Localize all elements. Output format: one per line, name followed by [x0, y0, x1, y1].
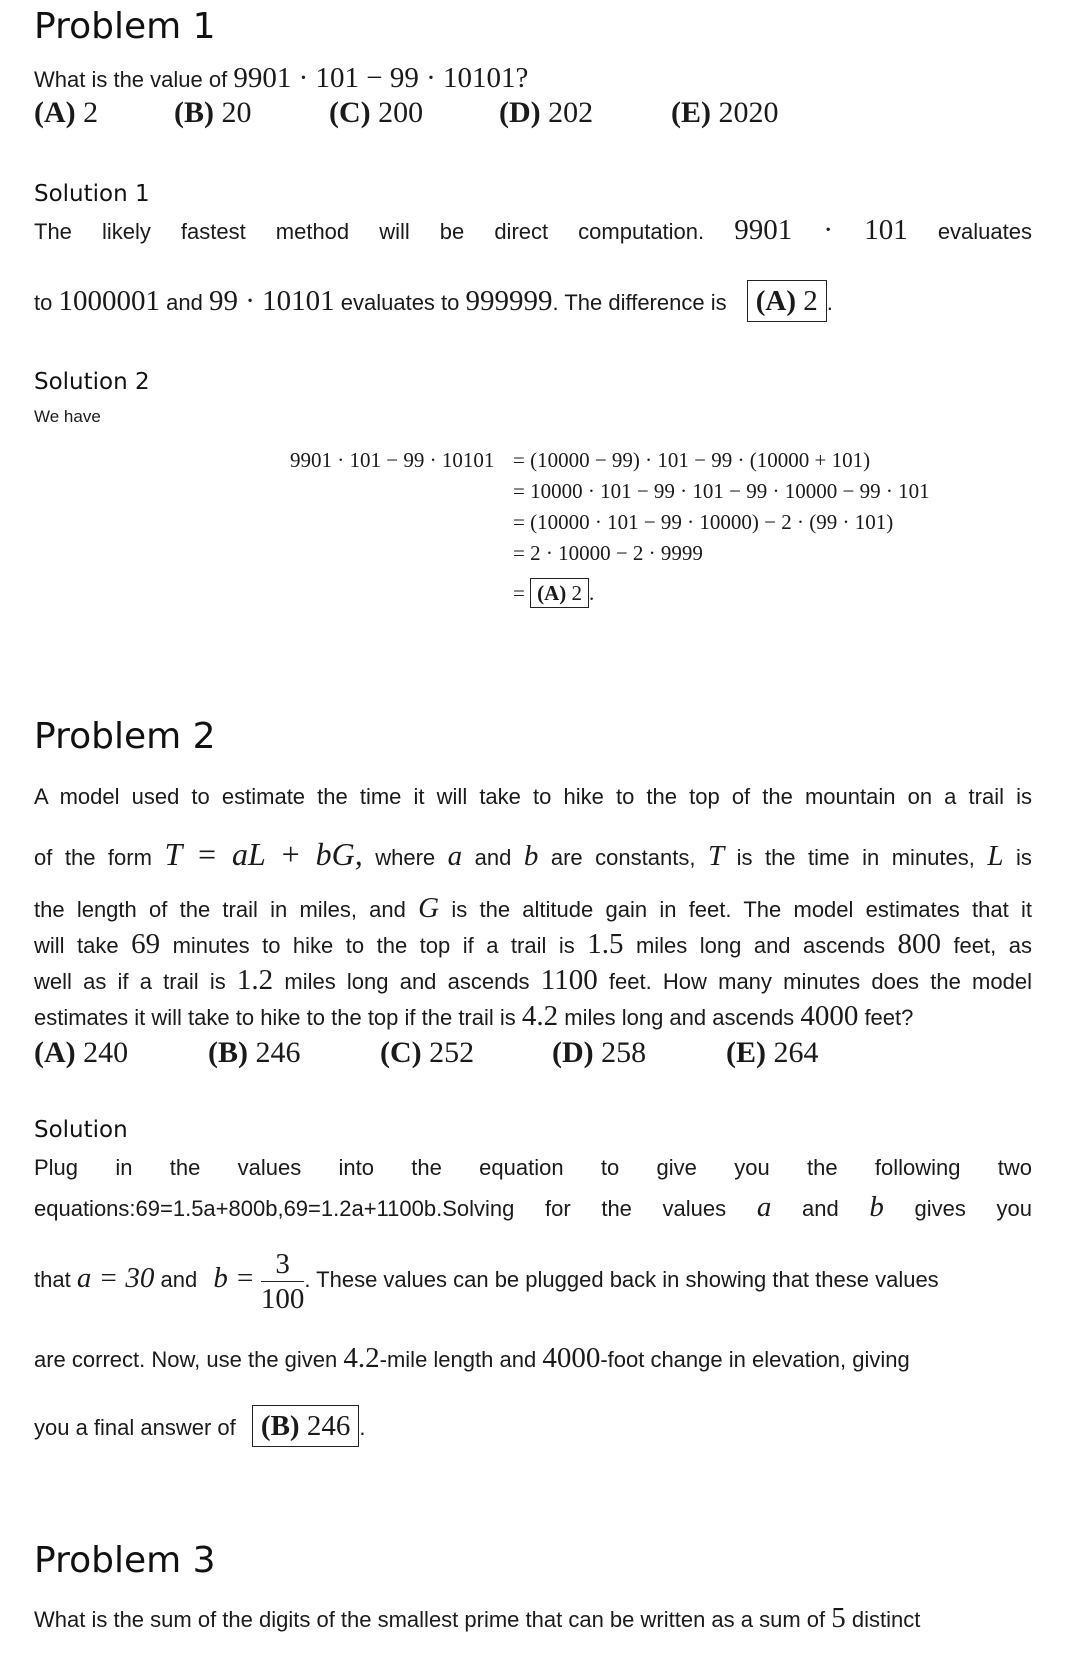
problem-2-line-2: of the form T = aL + bG, where a and b are constants, T is the time in minutes, L is: [34, 836, 1032, 872]
problem-1-question: What is the value of 9901 · 101 − 99 · 10101?: [34, 62, 529, 94]
solution-2-intro: We have: [34, 407, 101, 426]
align-step-2: = 10000 · 101 − 99 · 101 − 99 · 10000 − 99 · 101: [513, 479, 930, 503]
problem-2-line-6: estimates it will take to hike to the top if the trail is 4.2 miles long and ascends 4000 feet?: [34, 1000, 914, 1032]
choice-c: (C) 252: [380, 1036, 475, 1069]
problem-2-line-4: will take 69 minutes to hike to the top if a trail is 1.5 miles long and ascends 800 feet, as: [34, 928, 1032, 960]
problem-3-title: Problem 3: [34, 1540, 216, 1581]
choice-a: (A) 240: [34, 1036, 129, 1069]
choice-b: (B) 20: [174, 96, 252, 129]
problem-2-line-1: A model used to estimate the time it will take to hike to the top of the mountain on a trail is: [34, 784, 1032, 809]
solution-heading: Solution: [34, 1117, 128, 1143]
align-step-1: = (10000 − 99) · 101 − 99 · (10000 + 101): [513, 448, 871, 472]
choice-d: (D) 258: [552, 1036, 647, 1069]
question-expression: 9901 · 101 − 99 · 10101?: [233, 62, 529, 94]
answer-box-2: (A) 2: [530, 578, 589, 608]
solution-2-heading: Solution 2: [34, 369, 150, 395]
choice-d: (D) 202: [499, 96, 594, 129]
solution-final-line: you a final answer of (B) 246 .: [34, 1404, 1034, 1452]
solution-line-4: are correct. Now, use the given 4.2-mile length and 4000-foot change in elevation, giving: [34, 1342, 910, 1374]
problem-1-title: Problem 1: [34, 6, 216, 47]
align-lhs: 9901 · 101 − 99 · 10101: [290, 448, 495, 472]
problem-1-choices: [34, 96, 779, 130]
align-final: = (A) 2 .: [513, 578, 594, 608]
fraction-3-over-100: $\frac{3}{100}$: [260, 1247, 305, 1315]
solution-1-line-1: The likely fastest method will be direct computation. 9901 · 101 evaluates: [34, 214, 1032, 246]
problem-2-line-3: the length of the trail in miles, and G is the altitude gain in feet. The model estimates that it: [34, 892, 1032, 924]
solution-1-heading: Solution 1: [34, 181, 150, 207]
choice-c: (C) 200: [329, 96, 424, 129]
solution-line-2: equations:69=1.5a+800b,69=1.2a+1100b.Solving for the values a and b gives you: [34, 1191, 1032, 1223]
choice-e: (E) 2020: [671, 96, 779, 129]
align-step-3: = (10000 · 101 − 99 · 10000) − 2 · (99 · 101): [513, 510, 894, 534]
align-step-4: = 2 · 10000 − 2 · 9999: [513, 541, 703, 565]
choice-b: (B) 246: [208, 1036, 301, 1069]
solution-line-3: that a = 30 and b = $\frac{3}{100}$ . These values can be plugged back in showing that these values: [34, 1247, 939, 1315]
solution-line-1: Plug in the values into the equation to give you the following two: [34, 1155, 1032, 1180]
choice-e: (E) 264: [726, 1036, 819, 1069]
choice-a: (A) 2: [34, 96, 99, 129]
problem-3-question: What is the sum of the digits of the smallest prime that can be written as a sum of 5 distinct: [34, 1602, 921, 1634]
problem-2-choices: [34, 1036, 819, 1070]
solution-1-line-2: to 1000001 and 99 · 10101 evaluates to 999999. The difference is (A) 2 .: [34, 280, 1034, 322]
model-formula: T = aL + bG,: [164, 836, 363, 872]
answer-box-3: (B) 246: [252, 1405, 359, 1447]
answer-box-1: (A) 2: [747, 280, 827, 322]
problem-2-title: Problem 2: [34, 716, 216, 757]
problem-2-line-5: well as if a trail is 1.2 miles long and ascends 1100 feet. How many minutes does the model: [34, 964, 1032, 996]
